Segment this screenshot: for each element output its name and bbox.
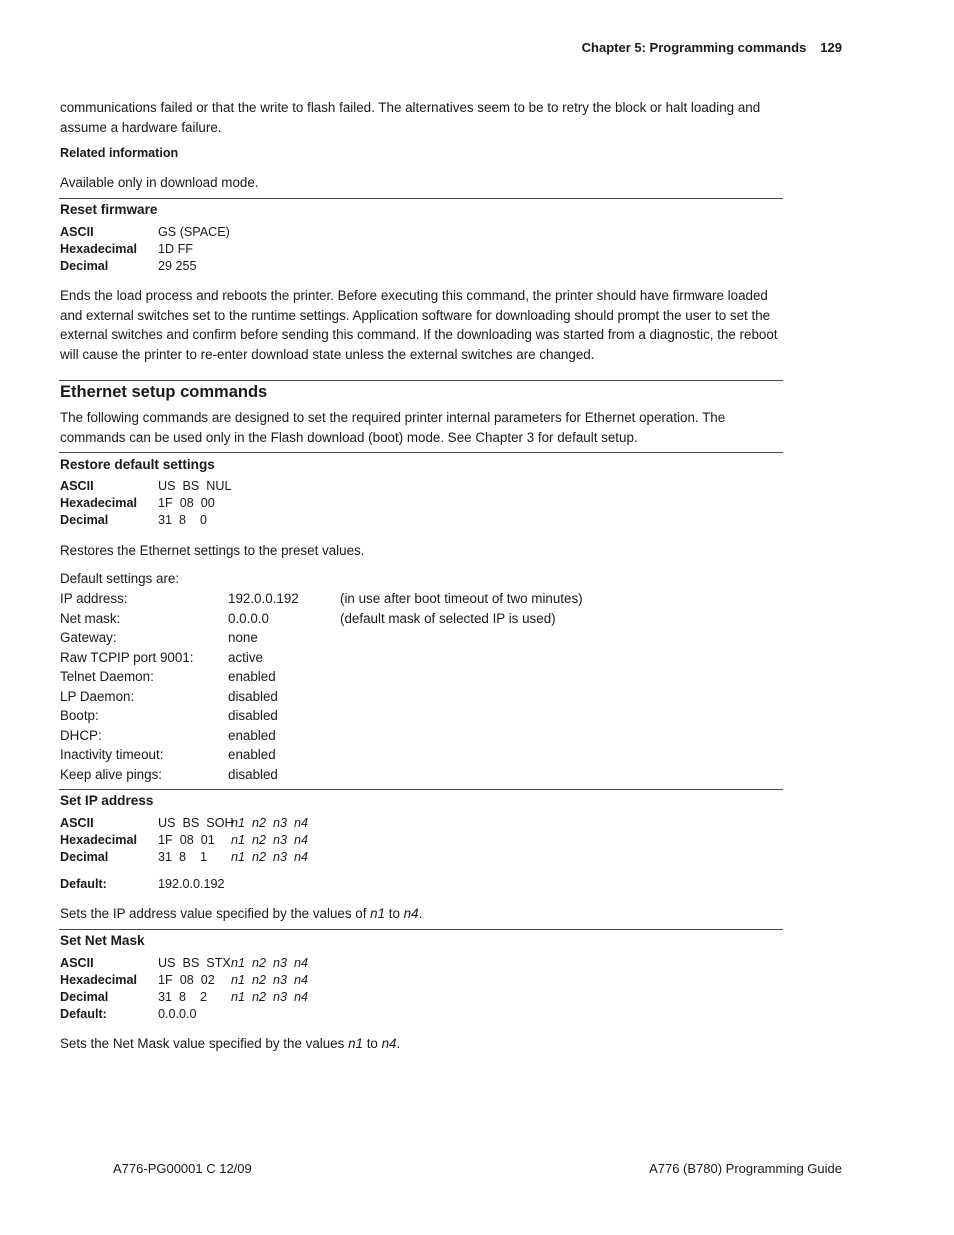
setting-name: Keep alive pings: (60, 766, 162, 782)
setting-name: Inactivity timeout: (60, 747, 164, 762)
hex-value: 1F 08 00 (158, 496, 215, 510)
param-n1: n1 (348, 1036, 363, 1051)
default-value: 0.0.0.0 (158, 1007, 197, 1021)
hex-value: 1F 08 02 (158, 973, 215, 987)
default-label: Default: (60, 877, 107, 891)
setting-name: DHCP: (60, 727, 102, 743)
reset-firmware-title: Reset firmware (60, 202, 158, 217)
params: n1 n2 n3 n4 (231, 850, 309, 864)
setting-value: none (228, 630, 258, 645)
decimal-label: Decimal (60, 990, 109, 1004)
intro-paragraph: communications failed or that the write to flash failed. The alternatives seem to be to retry the block or halt loading and assume a hardware failure. (60, 100, 761, 135)
list-item (60, 765, 583, 785)
section-divider (59, 929, 783, 930)
ascii-value: US BS STX (158, 956, 231, 970)
chapter-title: Chapter 5: Programming commands (581, 40, 807, 55)
setting-value: 192.0.0.192 (228, 591, 299, 606)
ethernet-intro: The following commands are designed to set the required printer internal parameters for Ethernet operation. The commands can be used only in the Flash download (boot) mode. See Chapter 3 for default setup. (60, 410, 726, 445)
reset-firmware-codes (60, 224, 230, 275)
default-value: 192.0.0.192 (158, 877, 225, 891)
set-mask-title: Set Net Mask (60, 933, 145, 948)
decimal-label: Decimal (60, 513, 109, 527)
footer-doc-id: A776-PG00001 C 12/09 (113, 1161, 252, 1176)
setting-value: 0.0.0.0 (228, 610, 269, 626)
ascii-value: US BS SOH (158, 816, 234, 830)
params: n1 n2 n3 n4 (231, 816, 309, 830)
setting-value: enabled (228, 727, 276, 743)
setting-name: LP Daemon: (60, 688, 135, 704)
setting-value: disabled (228, 688, 278, 704)
related-info-text: Available only in download mode. (60, 175, 259, 190)
list-item (60, 726, 583, 746)
ethernet-section-title: Ethernet setup commands (60, 383, 268, 401)
param-n4: n4 (381, 1036, 397, 1051)
related-info-heading: Related information (60, 146, 179, 160)
restore-defaults-description: Restores the Ethernet settings to the preset values. (60, 543, 365, 558)
list-item (60, 609, 583, 629)
section-divider (59, 452, 783, 453)
setting-name: Raw TCPIP port 9001: (60, 649, 194, 665)
params: n1 n2 n3 n4 (231, 956, 309, 970)
params: n1 n2 n3 n4 (231, 833, 309, 847)
param-n1: n1 (370, 906, 386, 921)
defaults-list (60, 589, 583, 784)
param-n4: n4 (403, 906, 419, 921)
setting-value: active (228, 649, 263, 665)
desc-text: Sets the Net Mask value specified by the values (60, 1036, 349, 1051)
desc-text: . (418, 906, 423, 921)
page-number: 129 (820, 40, 842, 55)
setting-note: (default mask of selected IP is used) (340, 610, 556, 626)
hex-label: Hexadecimal (60, 496, 138, 510)
footer-guide-title: A776 (B780) Programming Guide (649, 1161, 842, 1176)
list-item (60, 667, 583, 687)
setting-name: Bootp: (60, 708, 99, 723)
set-ip-title: Set IP address (60, 793, 154, 808)
hex-value: 1F 08 01 (158, 833, 215, 847)
decimal-label: Decimal (60, 850, 109, 864)
setting-value: disabled (228, 766, 278, 782)
set-mask-description (60, 1034, 780, 1054)
defaults-heading: Default settings are: (60, 571, 180, 586)
section-divider (59, 380, 783, 381)
list-item (60, 687, 583, 707)
setting-name: Telnet Daemon: (60, 669, 154, 684)
set-ip-default (60, 876, 225, 893)
restore-defaults-title: Restore default settings (60, 457, 215, 472)
list-item (60, 628, 583, 648)
setting-name: Net mask: (60, 610, 121, 626)
reset-firmware-description: Ends the load process and reboots the printer. Before executing this command, the printer should have firmware loaded and external switches set to the runtime settings. Application software for downloading should prompt the user to set the external switches and confirm before sending this command. If the downloading was started from a diagnostic, the reboot will cause the printer to re-enter download state unless the external switches are changed. (60, 288, 778, 362)
desc-text: to (385, 906, 404, 921)
setting-name: Gateway: (60, 630, 117, 645)
setting-value: enabled (228, 669, 276, 684)
decimal-value: 29 255 (158, 259, 197, 273)
list-item (60, 706, 583, 726)
list-item (60, 745, 583, 765)
restore-defaults-codes (60, 478, 231, 529)
hex-value: 1D FF (158, 242, 193, 256)
ascii-value: US BS NUL (158, 479, 232, 493)
desc-text: to (362, 1036, 382, 1051)
params: n1 n2 n3 n4 (231, 973, 309, 987)
ascii-label: ASCII (60, 956, 94, 970)
list-item (60, 648, 583, 668)
decimal-value: 31 8 0 (158, 513, 208, 527)
decimal-value: 31 8 1 (158, 850, 208, 864)
ascii-label: ASCII (60, 479, 94, 493)
page-header (582, 40, 842, 55)
params: n1 n2 n3 n4 (231, 990, 309, 1004)
hex-label: Hexadecimal (60, 973, 138, 987)
decimal-value: 31 8 2 (158, 990, 208, 1004)
setting-value: disabled (228, 708, 278, 723)
set-ip-description (60, 904, 780, 924)
list-item (60, 589, 583, 609)
setting-value: enabled (228, 747, 276, 762)
ascii-label: ASCII (60, 225, 94, 239)
section-divider (59, 789, 783, 790)
hex-label: Hexadecimal (60, 833, 138, 847)
desc-text: . (396, 1036, 401, 1051)
section-divider (59, 198, 783, 199)
ascii-value: GS (SPACE) (158, 225, 230, 239)
hex-label: Hexadecimal (60, 242, 138, 256)
set-ip-codes (60, 815, 308, 866)
ascii-label: ASCII (60, 816, 94, 830)
decimal-label: Decimal (60, 259, 109, 273)
setting-note: (in use after boot timeout of two minutes) (340, 591, 583, 606)
set-mask-codes (60, 955, 308, 1023)
desc-text: Sets the IP address value specified by the values of (60, 906, 371, 921)
setting-name: IP address: (60, 591, 128, 606)
default-label: Default: (60, 1007, 107, 1021)
